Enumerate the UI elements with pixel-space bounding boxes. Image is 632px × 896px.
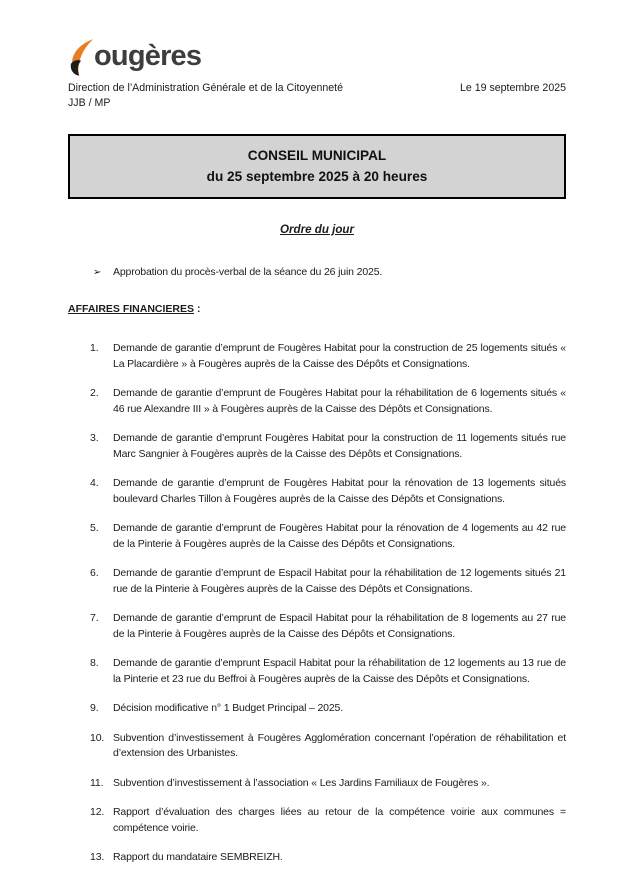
agenda-item-13 [90, 850, 566, 866]
agenda-item-number: 11. [90, 776, 104, 789]
arrow-bullet-icon: ➢ [93, 267, 102, 278]
department-line: Direction de l’Administration Générale et de la Citoyenneté [68, 82, 343, 94]
agenda-item-12 [90, 805, 566, 836]
agenda-item-text: Demande de garantie d’emprunt Espacil Habitat pour la réhabilitation de 12 logements au 13 rue de la Pinterie et 23 rue du Beffroi à Fougères auprès de la Caisse des Dépôts et Consignations. [113, 657, 566, 685]
council-title-box [68, 134, 566, 199]
agenda-item-number: 13. [90, 851, 105, 863]
agenda-item-text: Subvention d’investissement à l’association « Les Jardins Familiaux de Fougères ». [113, 776, 490, 789]
agenda-item-text: Demande de garantie d’emprunt de Espacil Habitat pour la réhabilitation de 8 logements au 27 rue de la Pinterie à Fougères auprès de la Caisse des Dépôts et Consignations. [113, 612, 566, 640]
agenda-item-number: 12. [90, 806, 105, 818]
agenda-item-text: Demande de garantie d’emprunt Fougères Habitat pour la construction de 11 logements situés rue Marc Sangnier à Fougères auprès de la Caisse des Dépôts et Consignations. [113, 432, 566, 460]
agenda-item-number: 7. [90, 612, 99, 624]
agenda-item-text: Demande de garantie d’emprunt de Fougères Habitat pour la rénovation de 13 logements situés boulevard Charles Tillon à Fougères auprès de la Caisse des Dépôts et Consignations. [113, 477, 566, 505]
section-heading-affaires-financieres [68, 302, 566, 318]
agenda-item-6 [90, 566, 566, 597]
agenda-item-3 [90, 431, 566, 462]
fougeres-logo [68, 38, 566, 78]
agenda-item-10 [90, 731, 566, 762]
agenda-item-number: 9. [90, 702, 99, 714]
date-line: Le 19 septembre 2025 [459, 82, 566, 94]
agenda-item-2 [90, 386, 566, 417]
agenda-item-number: 10. [90, 731, 105, 744]
preliminary-item [68, 265, 566, 281]
agenda-item-8 [90, 656, 566, 687]
agenda-subtitle-text: Ordre du jour [279, 223, 355, 236]
agenda-item-number: 2. [90, 387, 99, 399]
agenda-item-5 [90, 521, 566, 552]
agenda-item-number: 8. [90, 657, 99, 669]
agenda-subtitle [68, 223, 566, 236]
agenda-item-number: 4. [90, 477, 99, 489]
agenda-item-text: Rapport du mandataire SEMBREIZH. [113, 851, 283, 863]
agenda-item-7 [90, 611, 566, 642]
header-meta-row [68, 82, 566, 94]
reference-line: JJB / MP [68, 97, 111, 109]
fern-leaf-icon [68, 38, 95, 78]
preliminary-item-text: Approbation du procès-verbal de la séance du 26 juin 2025. [113, 266, 383, 278]
agenda-item-9 [90, 701, 566, 717]
agenda-list [68, 341, 566, 866]
agenda-item-number: 3. [90, 432, 99, 444]
council-title-line1: CONSEIL MUNICIPAL [247, 148, 387, 163]
agenda-item-text: Décision modificative n° 1 Budget Principal – 2025. [113, 702, 344, 714]
agenda-item-1 [90, 341, 566, 372]
agenda-item-text: Subvention d’investissement à Fougères Agglomération concernant l’opération de réhabilitation et d’extension des Urbanistes. [113, 731, 566, 759]
agenda-item-11 [90, 776, 566, 792]
agenda-item-text: Demande de garantie d’emprunt de Fougères Habitat pour la réhabilitation de 6 logements situés « 46 rue Alexandre III » à Fougères auprès de la Caisse des Dépôts et Consignations. [113, 387, 566, 415]
agenda-item-number: 5. [90, 522, 99, 534]
agenda-item-text: Demande de garantie d’emprunt de Espacil Habitat pour la réhabilitation de 12 logements situés 21 rue de la Pinterie à Fougères auprès de la Caisse des Dépôts et Consignations. [113, 567, 566, 595]
agenda-item-4 [90, 476, 566, 507]
council-title-line2: du 25 septembre 2025 à 20 heures [206, 169, 428, 184]
agenda-item-text: Rapport d’évaluation des charges liées au retour de la compétence voirie aux communes = compétence voirie. [113, 806, 566, 834]
agenda-item-text: Demande de garantie d’emprunt de Fougères Habitat pour la construction de 25 logements situés « La Placardière » à Fougères auprès de la Caisse des Dépôts et Consignations. [113, 342, 566, 370]
section-heading-text: AFFAIRES FINANCIERES [68, 302, 195, 315]
agenda-item-text: Demande de garantie d’emprunt de Fougères Habitat pour la rénovation de 4 logements au 42 rue de la Pinterie à Fougères auprès de la Caisse des Dépôts et Consignations. [113, 522, 566, 550]
logo-wordmark: ougères [94, 40, 202, 72]
agenda-item-number: 1. [90, 342, 99, 354]
agenda-item-number: 6. [90, 567, 99, 579]
section-heading-colon: : [197, 302, 201, 315]
